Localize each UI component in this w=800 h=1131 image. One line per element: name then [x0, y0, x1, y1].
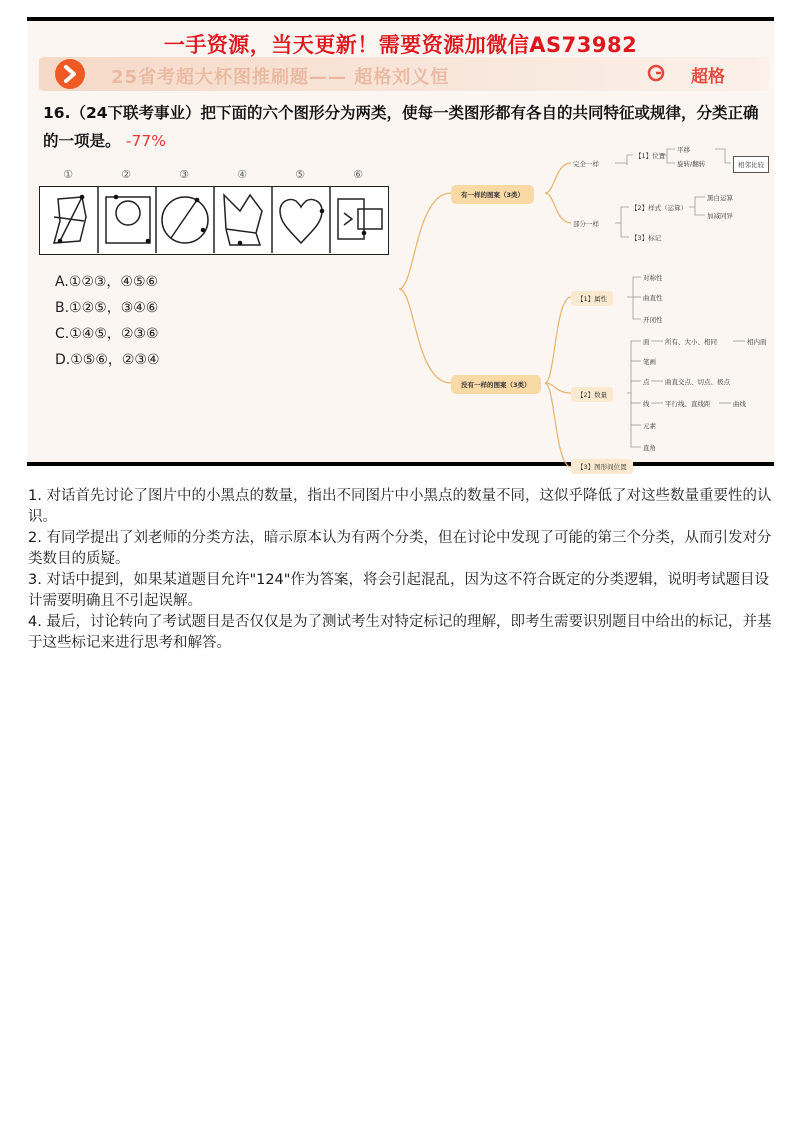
figure-6 — [338, 199, 382, 239]
mind-map — [395, 111, 774, 471]
summary-notes — [28, 486, 776, 654]
figure-number: ④ — [237, 168, 247, 181]
banner-brand: 超格 — [691, 67, 725, 87]
screenshot-panel — [27, 17, 774, 471]
figure-3 — [162, 197, 208, 243]
mindmap-node: 直角 — [643, 444, 656, 452]
mindmap-node: 黑白运算 — [707, 194, 733, 202]
mindmap-node: 点 — [643, 378, 650, 386]
mindmap-node: 【1】位置 — [635, 152, 666, 160]
mindmap-node: 【2】样式（运算） — [631, 204, 688, 212]
figure-number: ① — [63, 168, 73, 181]
question-body: 16.（24下联考事业）把下面的六个图形分为两类，使每一类图形都有各自的共同特征或规律，分类正确的一项是。 — [43, 104, 759, 150]
mindmap-node: 线 — [643, 400, 650, 408]
option-d[interactable]: D.①⑤⑥，②③④ — [55, 352, 160, 368]
figure-number: ⑥ — [353, 168, 363, 181]
option-b[interactable]: B.①②⑤，③④⑥ — [55, 300, 159, 316]
figures-drawing — [40, 187, 387, 253]
option-c[interactable]: C.①④⑤，②③⑥ — [55, 326, 159, 342]
mindmap-node: 平移 — [677, 146, 690, 154]
figure-4 — [224, 195, 262, 245]
mindmap-node: 完全一样 — [573, 160, 599, 168]
mindmap-node: 部分一样 — [573, 220, 599, 228]
question-percent: -77% — [125, 132, 166, 150]
mindmap-node: 曲直交点、切点、极点 — [665, 378, 730, 386]
banner-title: 25省考超大杯图推刷题—— 超格刘义恒 — [111, 67, 450, 88]
mindmap-node: 【3】标记 — [631, 234, 662, 242]
figure-2 — [106, 197, 150, 243]
note-item: 2. 有同学提出了刘老师的分类方法，暗示原本认为有两个分类，但在讨论中发现了可能的第三个分类，从而引发对分类数目的质疑。 — [28, 530, 772, 567]
mindmap-branch: 没有一样的图案（3类） — [451, 375, 541, 394]
mindmap-node: 所有、大小、相同 — [665, 338, 717, 346]
mindmap-node: 对称性 — [643, 274, 663, 282]
figure-number: ③ — [179, 168, 189, 181]
figure-strip — [39, 168, 389, 255]
brand-logo-icon — [647, 64, 665, 82]
note-item: 4. 最后，讨论转向了考试题目是否仅仅是为了测试考生对特定标记的理解，即考生需要识别题目中给出的标记，并基于这些标记来进行思考和解答。 — [28, 614, 772, 651]
mindmap-branch: 有一样的图案（3类） — [451, 185, 534, 204]
note-item: 3. 对话中提到，如果某道题目允许"124"作为答案，将会引起混乱，因为这不符合既定的分类逻辑，说明考试题目设计需要明确且不引起误解。 — [28, 572, 769, 609]
mindmap-node: 元素 — [643, 422, 656, 430]
mindmap-node: 加减同异 — [707, 212, 733, 220]
mindmap-node: 相内面 — [747, 338, 767, 346]
figure-row — [39, 186, 389, 255]
course-banner — [39, 57, 769, 91]
mindmap-node: 【3】图形间位置 — [571, 459, 633, 474]
mindmap-node: 【2】数量 — [571, 387, 613, 402]
watermark-text: 一手资源，当天更新！需要资源加微信AS73982 — [163, 33, 638, 57]
note-item: 1. 对话首先讨论了图片中的小黑点的数量，指出不同图片中小黑点的数量不同，这似乎降低了对这些数量重要性的认识。 — [28, 488, 772, 525]
mindmap-node: 曲线 — [733, 400, 746, 408]
option-a[interactable]: A.①②③，④⑤⑥ — [55, 274, 159, 290]
mindmap-node: 旋转/翻转 — [677, 160, 706, 168]
mindmap-node: 曲直性 — [643, 294, 663, 302]
mindmap-node: 面 — [643, 338, 650, 346]
mindmap-node: 【1】属性 — [571, 291, 613, 306]
figure-number: ② — [121, 168, 131, 181]
mindmap-node: 笔画 — [643, 358, 656, 366]
answer-options — [55, 269, 160, 373]
mindmap-node-boxed: 相邻比较 — [733, 156, 769, 173]
figure-1 — [54, 197, 86, 243]
mindmap-node: 开闭性 — [643, 316, 663, 324]
figure-5 — [280, 199, 322, 243]
play-arrow-icon — [55, 59, 85, 89]
mindmap-node: 平行线、直线距 — [665, 400, 711, 408]
figure-number: ⑤ — [295, 168, 305, 181]
